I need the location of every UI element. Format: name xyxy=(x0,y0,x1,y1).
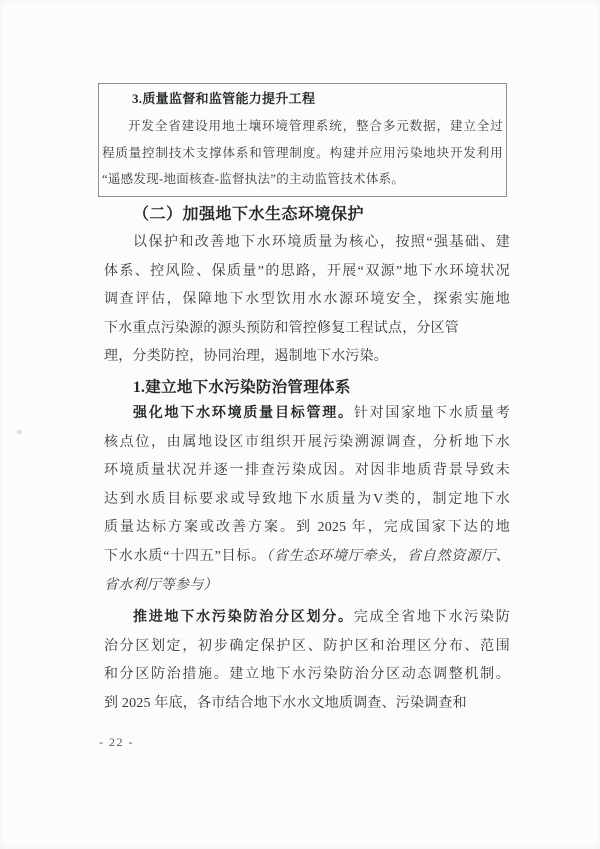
subsection-heading: 1.建立地下水污染防治管理体系 xyxy=(133,379,351,396)
target-management-paragraph xyxy=(104,400,510,600)
bold-lead-text: 推进地下水污染防治分区划分。 xyxy=(133,610,354,625)
text-line xyxy=(104,400,510,429)
text-line: 以保护和改善地下水环境质量为核心，按照“强基础、建 xyxy=(133,235,510,250)
text-line: 环境质量状况并逐一排查污染成因。对因非地质背景导致未 xyxy=(104,463,510,479)
box-paragraph-line: “遥感发现-地面核查-监督执法”的主动监管技术体系。 xyxy=(102,172,405,187)
text-line: 达到水质目标要求或导致地下水质量为V类的，制定地下水 xyxy=(104,491,510,507)
text-line xyxy=(104,604,510,633)
zoning-paragraph xyxy=(104,604,510,718)
text-line: 理，分类防控，协同治理，遏制地下水污染。 xyxy=(104,349,388,365)
responsible-agency-note: （省生态环境厅牵头，省自然资源厅、 xyxy=(266,548,510,564)
box-paragraph-line: 开发全省建设用地土壤环境管理系统，整合多元数据，建立全过 xyxy=(128,118,503,133)
text-line xyxy=(104,572,510,601)
text-line: 治分区划定，初步确定保护区、防护区和治理区分布、范围 xyxy=(104,638,510,654)
box-paragraph-line: 程质量控制技术支撑体系和管理制度。构建并应用污染地块开发利用 xyxy=(102,145,503,160)
page-number: - 22 - xyxy=(99,735,134,749)
lead-rest-text: 完成全省地下水污染防 xyxy=(353,610,510,625)
responsible-agency-note: 省水利厅等参与） xyxy=(104,577,218,593)
section-heading: （二）加强地下水生态环境保护 xyxy=(133,206,365,223)
lead-rest-text: 针对国家地下水质量考 xyxy=(353,406,510,421)
bold-lead-text: 强化地下水环境质量目标管理。 xyxy=(133,406,354,421)
tail-plain-text: 下水水质“十四五”目标。 xyxy=(104,548,267,564)
text-line: 调查评估，保障地下水型饮用水水源环境安全，探索实施地 xyxy=(104,292,510,308)
text-line: 和分区防治措施。建立地下水污染防治分区动态调整机制。 xyxy=(104,667,510,683)
text-line: 体系、控风险、保质量”的思路，开展“双源”地下水环境状况 xyxy=(104,263,510,279)
text-line: 质量达标方案或改善方案。到 2025 年，完成国家下达的地 xyxy=(104,520,510,536)
box-heading: 3.质量监督和监管能力提升工程 xyxy=(132,91,316,106)
intro-paragraph xyxy=(104,229,510,372)
text-line xyxy=(104,543,510,572)
text-line: 下水重点污染源的源头预防和管控修复工程试点，分区管 xyxy=(104,320,459,336)
scan-artifact xyxy=(17,430,22,434)
text-line: 核点位，由属地设区市组织开展污染溯源调查，分析地下水 xyxy=(104,434,510,450)
text-line: 到 2025 年底，各市结合地下水水文地质调查、污染调查和 xyxy=(104,695,467,711)
project-highlight-box xyxy=(98,83,507,197)
